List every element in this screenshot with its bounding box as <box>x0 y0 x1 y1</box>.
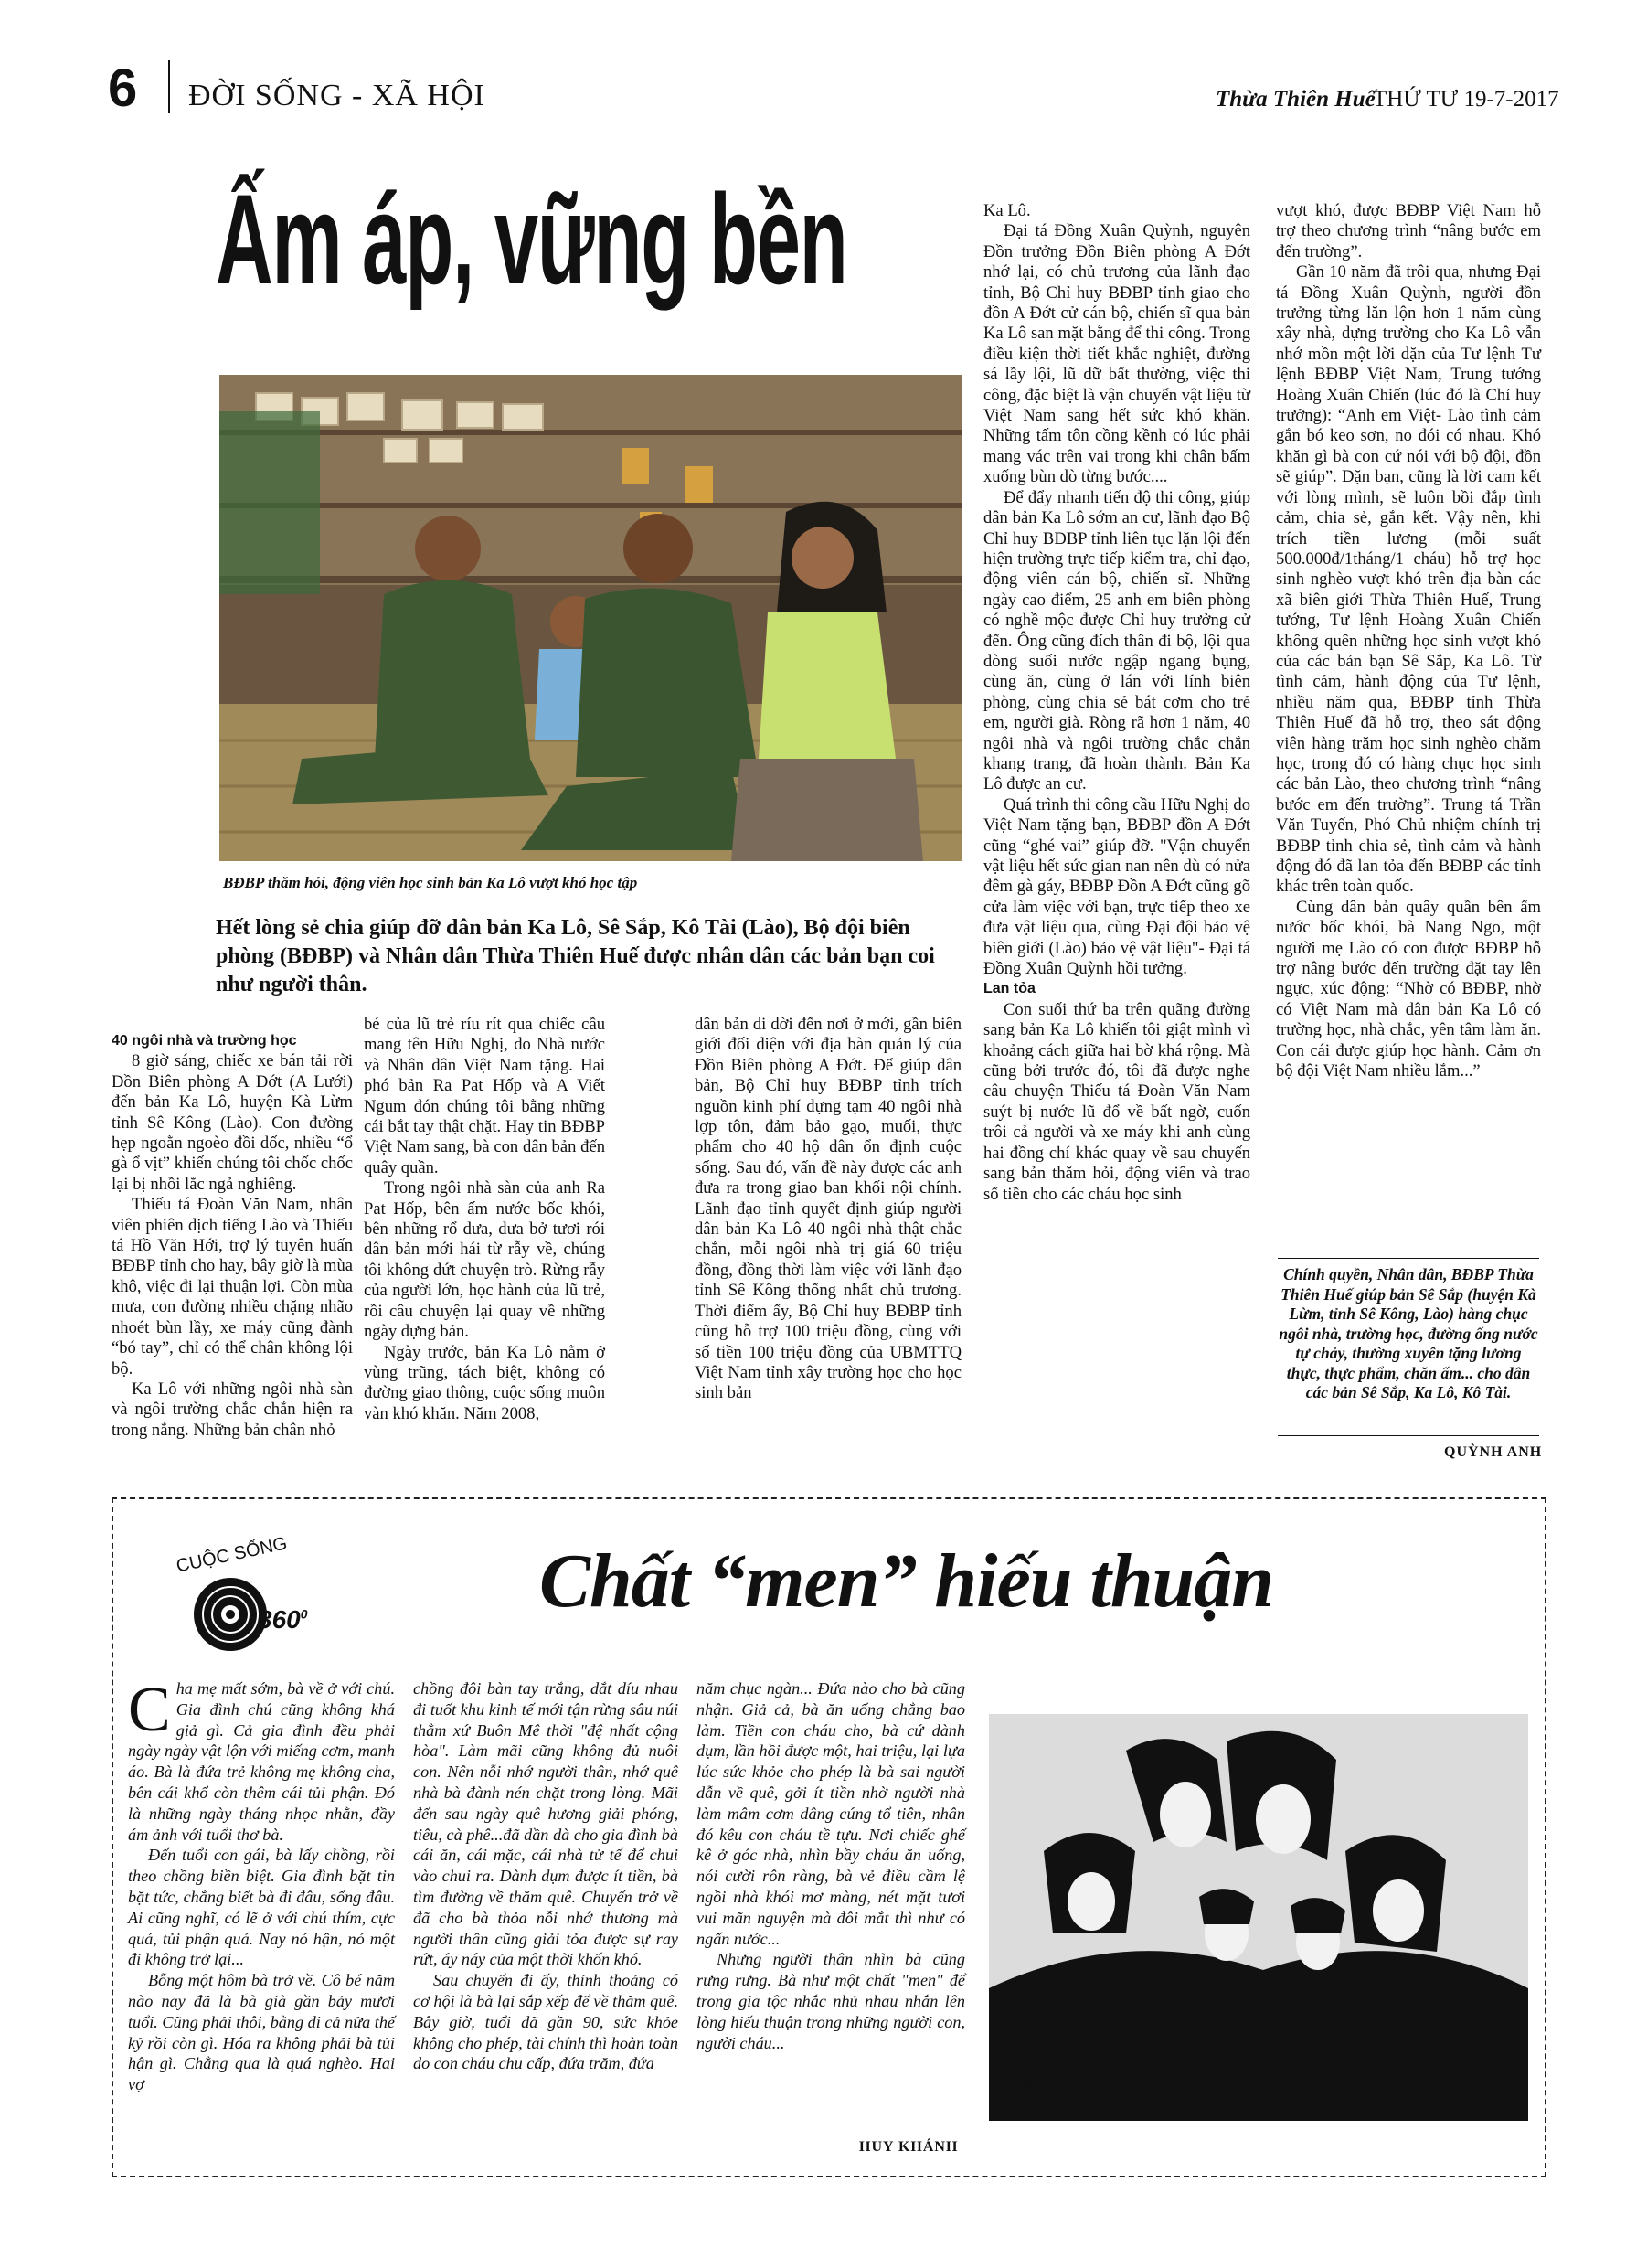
subheading: Lan tỏa <box>983 981 1036 997</box>
article-column-3 <box>695 1015 962 1404</box>
feature-column-2 <box>413 1678 678 2074</box>
issue-date: THỨ TƯ 19-7-2017 <box>1373 87 1559 112</box>
article-column-4 <box>983 201 1250 1205</box>
article-lead: Hết lòng sẻ chia giúp đỡ dân bản Ka Lô, Sê Sắp, Kô Tài (Lào), Bộ đội biên phòng (BĐBP) và Nhân dân Thừa Thiên Huế được nhân dân các bản bạn coi như người thân. <box>216 916 935 996</box>
paragraph: Ka Lô với những ngôi nhà sàn và ngôi trường chắc chắn hiện ra trong nắng. Những bản chân nhỏ <box>112 1379 353 1440</box>
paragraph: Nhưng người thân nhìn bà cũng rưng rưng. Bà như một chất "men" để trong gia tộc nhắc nhủ nhau nhắn lên lòng hiếu thuận trong những người con, người cháu... <box>696 1950 965 2052</box>
paragraph: Đến tuổi con gái, bà lấy chồng, rồi theo chồng biền biệt. Gia đình bặt tin bặt tức, chẳng biết bà đi đâu, sống đâu. Ai cũng nghĩ, có lẽ ở với chú thím, cực quá, tủi phận quá. Nay nó hận, nó một đi không trở lại... <box>128 1846 395 1969</box>
paragraph: Ka Lô. <box>983 201 1031 220</box>
feature-column-1 <box>128 1675 395 2095</box>
article-headline: Ấm áp, vững bền <box>216 167 847 311</box>
logo-label: CUỘC SỐNG <box>174 1533 290 1577</box>
header-divider <box>168 60 170 113</box>
paragraph: Gần 10 năm đã trôi qua, nhưng Đại tá Đồng Xuân Quỳnh, người đồn trưởng từng lăn lộn hơn 1 năm cùng xây nhà, dựng trường cho Ka Lô vẫn nhớ mồn một lời dặn của Tư lệnh Tư lệnh BĐBP Việt Nam, Trung tướng Hoàng Xuân Chiến (lúc đó là Chỉ huy trưởng): “Anh em Việt- Lào tình cảm gắn bó keo sơn, no đói có nhau. Khó khăn gì bà con cứ nói với bộ đội, đồn sẽ giúp”. Dặn bạn, cũng là lời cam kết với lòng mình, sẽ luôn bồi đắp tình cảm, chia sẻ, gắn kết. Vậy nên, khi trích tiền lương (mỗi suất 500.000đ/1tháng/1 cháu) hỗ trợ học sinh nghèo vượt khó trên địa bàn các xã biên giới Thừa Thiên Huế, Trung tướng, Tư lệnh Hoàng Xuân Chiến không quên những học sinh vượt khó của các bản bạn Sê Sắp, Ka Lô. Từ tình cảm, hành động của Tư lệnh, nhiều năm qua, BĐBP tỉnh Thừa Thiên Huế đã hỗ trợ, theo sát động viên hàng trăm học sinh nghèo chăm học, trong đó có hàng chục học sinh các bản Lào, theo chương trình “nâng bước em đến trường”. Trung tá Trần Văn Tuyến, Phó Chủ nhiệm chính trị BĐBP tỉnh chia sẻ, tình cảm và hành động đó đã lan tỏa đến BĐBP các tỉnh khác trên toàn quốc. <box>1276 262 1541 897</box>
box-top-rule <box>1278 1258 1539 1259</box>
logo-degree: 0 <box>300 1606 308 1622</box>
paragraph: Đại tá Đồng Xuân Quỳnh, nguyên Đồn trưởng Đồn Biên phòng A Đớt nhớ lại, có chủ trương của lãnh đạo tỉnh, Bộ Chỉ huy BĐBP tỉnh giao cho đồn A Đớt cử cán bộ, chiến sĩ qua bản Ka Lô san mặt bằng để thi công. Trong điều kiện thời tiết khắc nghiệt, đường sá lầy lội, lũ dữ bất thường, việc thi công, đặc biệt là vận chuyển vật liệu từ Việt Nam sang hết sức khó khăn. Những tấm tôn cồng kềnh có lúc phải mang vác trên vai trong khi chân bấm xuống bùn dò từng bước.... <box>983 221 1250 487</box>
paragraph: Để đẩy nhanh tiến độ thi công, giúp dân bản Ka Lô sớm an cư, lãnh đạo Bộ Chỉ huy BĐBP tỉnh liên tục lặn lội đến hiện trường trực tiếp kiểm tra, chỉ đạo, động viên cán bộ, chiến sĩ. Những ngày cao điểm, 25 anh em biên phòng có nghề mộc được Chỉ huy trưởng cử đến. Ông cũng đích thân đi bộ, lội qua dòng suối nước ngập ngang bụng, cùng ăn, cùng ở lán với lính biên phòng, cùng chia sẻ bát cơm cho trẻ em, người già. Ròng rã hơn 1 năm, 40 ngôi nhà và ngôi trường chắc chắn khang trang, đã hoàn thành. Bản Ka Lô được an cư. <box>983 487 1250 794</box>
article-column-1 <box>112 1031 353 1441</box>
newspaper-name: Thừa Thiên Huế <box>1216 87 1376 112</box>
section-title: ĐỜI SỐNG - XÃ HỘI <box>188 79 485 112</box>
photo-caption: BĐBP thăm hỏi, động viên học sinh bản Ka Lô vượt khó học tập <box>223 874 638 891</box>
feature-byline: HUY KHÁNH <box>859 2139 959 2155</box>
paragraph: Quá trình thi công cầu Hữu Nghị do Việt Nam tặng bạn, BĐBP đồn A Đớt cũng “ghé vai” giúp đỡ. "Vận chuyển vật liệu hết sức gian nan nên dù có nửa đêm gà gáy, BĐBP Đồn A Đớt cũng gõ cửa làm việc với bạn, trực tiếp theo xe đưa vật liệu qua, cùng Đại đội bảo vệ biên giới (Lào) bảo vệ vật liệu"- Đại tá Đồng Xuân Quỳnh hồi tưởng. <box>983 794 1250 979</box>
paragraph: Cùng dân bản quây quần bên ấm nước bốc khói, bà Nang Ngo, một người mẹ Lào có con được BĐBP hỗ trợ nâng bước đến trường đặt tay lên ngực, xúc động: “Nhờ có BĐBP, nhờ có Việt Nam mà dân bản Ka Lô có trường học, nhà chắc, yên tâm làm ăn. Con cái được giúp học hành. Cảm ơn bộ đội Việt Nam nhiều lắm...” <box>1276 897 1541 1081</box>
paragraph: Ngày trước, bản Ka Lô nằm ở vùng trũng, tách biệt, không có đường giao thông, cuộc sống muôn vàn khó khăn. Năm 2008, <box>364 1342 605 1423</box>
paragraph: Thiếu tá Đoàn Văn Nam, nhân viên phiên dịch tiếng Lào và Thiếu tá Hồ Văn Hới, trợ lý tuyên huấn BĐBP tỉnh cho hay, bây giờ là mùa khô, việc đi lại thuận lợi. Còn mùa mưa, con đường nhiều chặng nhão nhoét bùn lầy, xe máy cũng đành “bó tay”, chỉ có thể chân không lội bộ. <box>112 1195 353 1379</box>
page-number: 6 <box>108 59 138 118</box>
paragraph: vượt khó, được BĐBP Việt Nam hỗ trợ theo chương trình “nâng bước em đến trường”. <box>1276 201 1541 261</box>
logo-number: 360 <box>258 1605 301 1634</box>
cuoc-song-360-logo <box>174 1533 320 1651</box>
artist-year: 2017 <box>1020 2078 1046 2092</box>
subheading: 40 ngôi nhà và trường học <box>112 1033 297 1049</box>
paragraph: dân bản di dời đến nơi ở mới, gần biên giới đối diện với địa bàn quản lý của Đồn Biên phòng A Đớt. Để giúp dân bản, Bộ Chỉ huy BĐBP tỉnh trích nguồn kinh phí dựng tạm 40 ngôi nhà lợp tôn, đảm bảo gạo, muối, thực phẩm cho 40 hộ dân ổn định cuộc sống. Sau đó, vấn đề này được các anh đưa ra trong giao ban khối nội chính. Lãnh đạo tỉnh quyết định giúp người dân bản Ka Lô 40 ngôi nhà thật chắc chắn, mỗi ngôi nhà trị giá 60 triệu đồng, đồng thời làm việc với lãnh đạo tỉnh Sê Kông thống nhất chủ trương. Thời điểm ấy, Bộ Chỉ huy BĐBP tỉnh cũng hỗ trợ 100 triệu đồng, cùng với số tiền 100 triệu đồng của UBMTTQ Việt Nam tỉnh xây trường học cho học sinh bản <box>695 1015 962 1403</box>
highlight-caption: Chính quyền, Nhân dân, BĐBP Thừa Thiên Huế giúp bản Sê Sắp (huyện Kà Lừm, tỉnh Sê Kông, Lào) hàng chục ngôi nhà, trường học, đường ống nước tự chảy, thường xuyên tặng lương thực, thực phẩm, chăn ấm... cho dân các bản Sê Sắp, Ka Lô, Kô Tài. <box>1279 1265 1538 1401</box>
article-column-2 <box>364 1015 605 1424</box>
paragraph: năm chục ngàn... Đứa nào cho bà cũng nhận. Giả cả, bà ăn uống chẳng bao làm. Tiền con cháu cho, bà cứ dành dụm, lần hồi được một, hai triệu, lại lựa lúc sức khỏe cho phép là bà sai người dẫn về quê, gởi ít tiền nhờ người nhà làm mâm cơm dâng cúng tổ tiên, nhân đó kêu con cháu tề tựu. Nơi chiếc ghế kê ở góc nhà, nhìn bầy cháu ăn uống, nói cười rôn ràng, bà vẻ điều cầm lệ ngồi nhà khói mơ màng, nét mặt tươi vui mãn nguyện mà đôi mắt thì như có ngấn nước... <box>696 1679 965 1948</box>
paragraph: Trong ngôi nhà sàn của anh Ra Pat Hốp, bên ấm nước bốc khói, bên những rổ dưa, dưa bở tươi rói dân bản mới hái từ rẫy về, chúng tôi không dứt chuyện trò. Rừng rẫy của người lớn, học hành của lũ trẻ, rồi câu chuyện lại quay về những ngày dựng bản. <box>364 1178 605 1342</box>
box-bottom-rule <box>1278 1435 1539 1436</box>
author-byline: QUỲNH ANH <box>1444 1444 1543 1460</box>
article-column-5 <box>1276 201 1541 1081</box>
paragraph: chồng đôi bàn tay trắng, dắt díu nhau đi tuốt khu kinh tế mới tận rừng sâu núi thẳm xứ Buôn Mê thời "đệ nhất cộng hòa". Làm mãi cũng không đủ nuôi con. Nên nỗi nhớ người thân, nhớ quê nhà bà đành nén chặt trong lòng. Mãi đến sau ngày quê hương giải phóng, tiêu, cà phê...đã dần dà cho gia đình bà cái ăn, cái mặc, cái nhà tử tế để chui vào chui ra. Dành dụm được ít tiền, bà tìm đường về thăm quê. Chuyến trở về đã cho bà thỏa nỗi nhớ thương mà người thân cũng giải tỏa được sự ray rứt, áy náy của một thời khốn khó. <box>413 1679 678 1969</box>
paragraph: 8 giờ sáng, chiếc xe bán tải rời Đồn Biên phòng A Đớt (A Lưới) đến bản Ka Lô, huyện Kà Lừm tỉnh Sê Kông (Lào). Con đường hẹp ngoằn ngoèo đồi dốc, nhiều “ổ gà ổ vịt” khiến chúng tôi chốc chốc lại bị nhồi lắc ngả nghiêng. <box>112 1051 353 1194</box>
drop-cap: C <box>128 1675 171 1745</box>
paragraph: ha mẹ mất sớm, bà về ở với chú. Gia đình chú cũng không khá giả gì. Cả gia đình đều phải ngày ngày vật lộn với miếng cơm, manh áo. Bà là đứa trẻ không mẹ không cha, bên cái khổ còn thêm cái tủi phận. Đó là những ngày tháng nhọc nhằn, đầy ám ảnh với tuổi thơ bà. <box>128 1679 395 1844</box>
paragraph: bé của lũ trẻ ríu rít qua chiếc cầu mang tên Hữu Nghị, do Nhà nước và Nhân dân Việt Nam tặng. Hai phó bản Ra Pat Hốp và A Viết Ngum đón chúng tôi bằng những cái bắt tay thật chặt. Hay tin BĐBP Việt Nam sang, bà con dân bản đến quây quần. <box>364 1015 605 1177</box>
feature-column-3 <box>696 1678 965 2053</box>
article-photo <box>219 375 962 861</box>
paragraph: Sau chuyến đi ấy, thỉnh thoảng có cơ hội là bà lại sắp xếp để về thăm quê. Bây giờ, tuổi đã gần 90, sức khỏe không cho phép, tài chính thì hoàn toàn do con cháu chu cấp, đứa trăm, đứa <box>413 1971 678 2073</box>
feature-title: Chất “men” hiếu thuận <box>539 1539 1273 1624</box>
family-illustration <box>989 1714 1528 2121</box>
paragraph: Bỗng một hôm bà trở về. Cô bé năm nào nay đã là bà già gần bảy mươi tuổi. Cũng phải thôi, bằng đi cả nửa thế kỷ rồi còn gì. Hóa ra không phải bà tủi hận gì. Chẳng qua là quá nghèo. Hai vợ <box>128 1971 395 2094</box>
paragraph: Con suối thứ ba trên quãng đường sang bản Ka Lô khiến tôi giật mình vì khoảng cách giữa hai bờ khá rộng. Mà cũng bởi trước đó, tôi đã được nghe câu chuyện Thiếu tá Đoàn Văn Nam suýt bị nước lũ đổ về bất ngờ, cuốn trôi cả người và xe máy khi anh cùng hai đồng chí khác quay về sau chuyến sang bản thăm hỏi, động viên và trao số tiền cho các cháu học sinh <box>983 999 1250 1204</box>
